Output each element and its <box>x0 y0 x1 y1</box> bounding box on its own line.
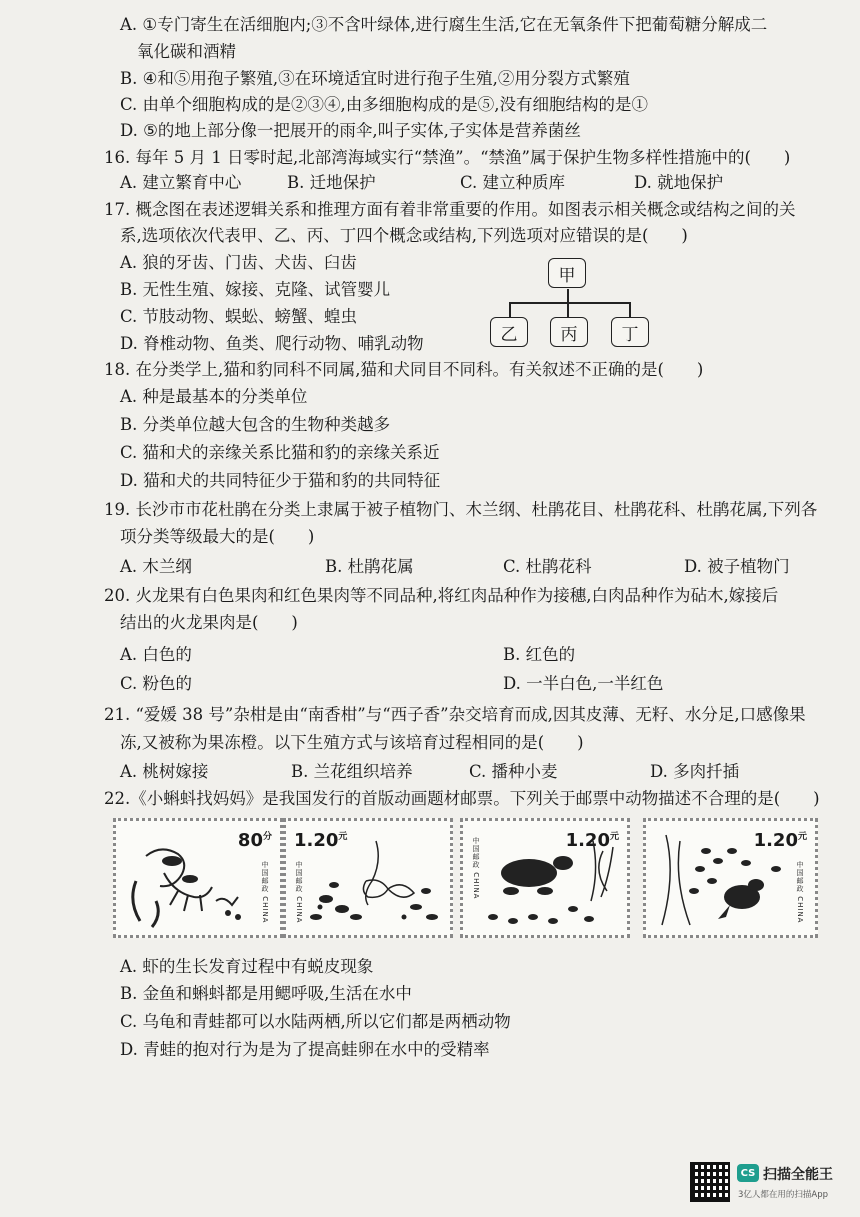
q15-option-a-line2: 氧化碳和酒精 <box>137 42 236 61</box>
concept-node-child-3: 丁 <box>611 317 649 347</box>
q16-option-c: C. 建立种质库 <box>460 173 566 192</box>
shrimp-illustration <box>116 821 280 935</box>
q19-option-b: B. 杜鹃花属 <box>325 557 414 576</box>
stamp-frog <box>643 818 818 938</box>
q16-option-d: D. 就地保护 <box>634 173 724 192</box>
q20-option-c: C. 粉色的 <box>120 674 193 693</box>
q21-option-d: D. 多肉扦插 <box>650 762 740 781</box>
q19-stem-line2: 项分类等级最大的是( ) <box>120 527 315 546</box>
q16-stem: 16. 每年 5 月 1 日零时起,北部湾海域实行“禁渔”。“禁渔”属于保护生物多样性措施中的( ) <box>104 148 791 167</box>
q20-option-d: D. 一半白色,一半红色 <box>503 674 664 693</box>
stamp-turtle <box>460 818 630 938</box>
stamp-country: 中国邮政 CHINA <box>295 861 303 924</box>
q22-option-a: A. 虾的生长发育过程中有蜕皮现象 <box>120 957 374 976</box>
q19-option-d: D. 被子植物门 <box>684 557 790 576</box>
q15-option-b: B. ④和⑤用孢子繁殖,③在环境适宜时进行孢子生殖,②用分裂方式繁殖 <box>120 69 630 88</box>
q20-stem-line1: 20. 火龙果有白色果肉和红色果肉等不同品种,将红肉品种作为接穗,白肉品种作为砧木,嫁接后 <box>104 586 779 605</box>
q19-option-a: A. 木兰纲 <box>120 557 192 576</box>
q17-stem-line2: 系,选项依次代表甲、乙、丙、丁四个概念或结构,下列选项对应错误的是( ) <box>120 226 688 245</box>
q17-option-d: D. 脊椎动物、鱼类、爬行动物、哺乳动物 <box>120 334 424 353</box>
q19-option-c: C. 杜鹃花科 <box>503 557 592 576</box>
q22-option-c: C. 乌龟和青蛙都可以水陆两栖,所以它们都是两栖动物 <box>120 1012 511 1031</box>
stamp-country: 中国邮政 CHINA <box>261 861 269 924</box>
q17-option-c: C. 节肢动物、蜈蚣、螃蟹、蝗虫 <box>120 307 358 326</box>
q15-option-a-line1: A. ①专门寄生在活细胞内;③不含叶绿体,进行腐生生活,它在无氧条件下把葡萄糖分解成二 <box>120 15 768 34</box>
concept-node-top: 甲 <box>548 258 586 288</box>
frog-illustration <box>646 821 815 935</box>
camscanner-logo-icon: CS <box>737 1164 759 1182</box>
q21-stem-line2: 冻,又被称为果冻橙。以下生殖方式与该培育过程相同的是( ) <box>120 733 584 752</box>
app-tagline: 3亿人都在用的扫描App <box>738 1190 829 1200</box>
q20-stem-line2: 结出的火龙果肉是( ) <box>120 613 298 632</box>
q20-option-b: B. 红色的 <box>503 645 576 664</box>
q16-option-a: A. 建立繁育中心 <box>120 173 242 192</box>
concept-node-child-1: 乙 <box>490 317 528 347</box>
stamp-value: $80^分$ <box>237 830 272 851</box>
q22-option-d: D. 青蛙的抱对行为是为了提高蛙卵在水中的受精率 <box>120 1040 490 1059</box>
q18-option-d: D. 猫和犬的共同特征少于猫和豹的共同特征 <box>120 471 441 490</box>
q21-option-b: B. 兰花组织培养 <box>291 762 413 781</box>
qr-code-icon <box>690 1162 730 1202</box>
q21-option-a: A. 桃树嫁接 <box>120 762 209 781</box>
q18-option-b: B. 分类单位越大包含的生物种类越多 <box>120 415 391 434</box>
q18-option-c: C. 猫和犬的亲缘关系比猫和豹的亲缘关系近 <box>120 443 440 462</box>
stamp-value: $1.20^元$ <box>565 830 619 851</box>
stamp-shrimp <box>113 818 283 938</box>
q19-stem-line1: 19. 长沙市市花杜鹃在分类上隶属于被子植物门、木兰纲、杜鹃花目、杜鹃花科、杜鹃花属,下列各 <box>104 500 818 519</box>
q17-option-a: A. 狼的牙齿、门齿、犬齿、臼齿 <box>120 253 357 272</box>
q17-option-b: B. 无性生殖、嫁接、克隆、试管婴儿 <box>120 280 391 299</box>
q15-option-d: D. ⑤的地上部分像一把展开的雨伞,叫子实体,子实体是营养菌丝 <box>120 121 581 140</box>
diagram-connector <box>509 302 511 318</box>
q21-stem-line1: 21. “爱媛 38 号”杂柑是由“南香柑”与“西子香”杂交培育而成,因其皮薄、无籽、水分足,口感像果 <box>104 705 806 724</box>
app-name: 扫描全能王 <box>763 1167 833 1183</box>
stamp-country: 中国邮政 CHINA <box>796 861 804 924</box>
diagram-connector <box>567 302 569 318</box>
q16-option-b: B. 迁地保护 <box>287 173 376 192</box>
q20-option-a: A. 白色的 <box>120 645 192 664</box>
q17-stem-line1: 17. 概念图在表述逻辑关系和推理方面有着非常重要的作用。如图表示相关概念或结构之间的关 <box>104 200 796 219</box>
q15-option-c: C. 由单个细胞构成的是②③④,由多细胞构成的是⑤,没有细胞结构的是① <box>120 95 649 114</box>
q21-option-c: C. 播种小麦 <box>469 762 558 781</box>
q22-option-b: B. 金鱼和蝌蚪都是用鳃呼吸,生活在水中 <box>120 984 412 1003</box>
q22-stem: 22.《小蝌蚪找妈妈》是我国发行的首版动画题材邮票。下列关于邮票中动物描述不合理的是( ) <box>104 789 820 808</box>
turtle-illustration <box>463 821 627 935</box>
goldfish-illustration <box>286 821 450 935</box>
diagram-connector <box>629 302 631 318</box>
stamp-goldfish <box>283 818 453 938</box>
stamp-value: $1.20^元$ <box>753 830 807 851</box>
diagram-connector <box>567 289 569 303</box>
concept-node-child-2: 丙 <box>550 317 588 347</box>
diagram-connector <box>509 302 631 304</box>
stamp-country: 中国邮政 CHINA <box>472 837 480 900</box>
q18-stem: 18. 在分类学上,猫和豹同科不同属,猫和犬同目不同科。有关叙述不正确的是( ) <box>104 360 704 379</box>
q18-option-a: A. 种是最基本的分类单位 <box>120 387 308 406</box>
stamp-value: $1.20^元$ <box>294 830 348 851</box>
